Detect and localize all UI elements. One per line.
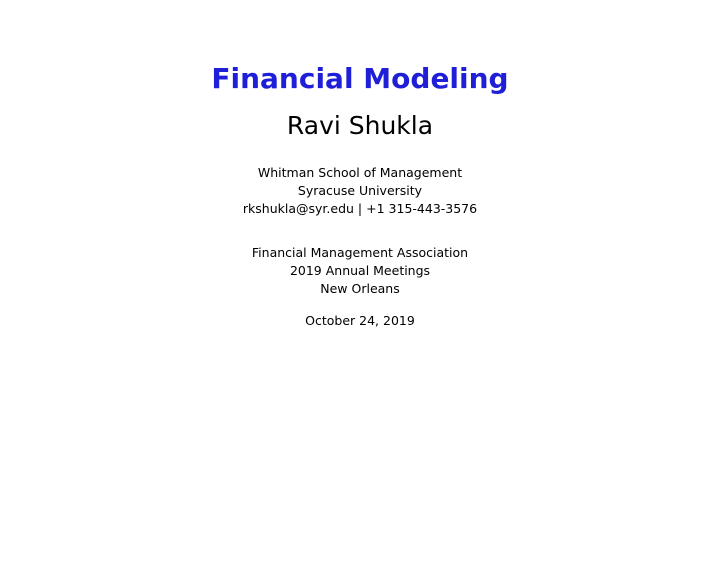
phone-number: +1 315-443-3576 [366, 201, 478, 216]
organization-name: Financial Management Association [251, 245, 469, 260]
email-address: rkshukla@syr.edu [242, 201, 354, 216]
presentation-date: October 24, 2019 [305, 313, 415, 328]
school-name: Whitman School of Management [257, 165, 463, 180]
author-name: Ravi Shukla [286, 111, 434, 140]
meeting-location: New Orleans [320, 281, 400, 296]
meeting-name: 2019 Annual Meetings [289, 263, 431, 278]
university-name: Syracuse University [297, 183, 423, 198]
presentation-title: Financial Modeling [211, 62, 509, 95]
contact-separator: | [357, 201, 363, 216]
contact-line [0, 200, 720, 218]
